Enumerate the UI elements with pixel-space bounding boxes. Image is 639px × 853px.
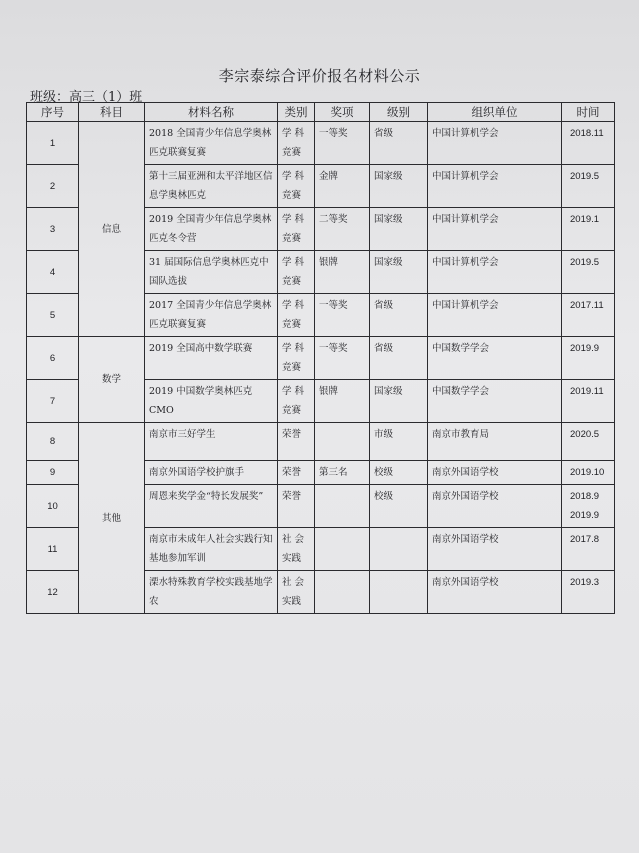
row-index: 1: [27, 122, 79, 165]
time: 2018.11: [562, 122, 615, 165]
subject-cell: 其他: [79, 423, 145, 614]
organization: 南京外国语学校: [428, 485, 562, 528]
category: 学 科 竞赛: [278, 294, 315, 337]
material-name: 溧水特殊教育学校实践基地学农: [145, 571, 278, 614]
material-name: 2018 全国青少年信息学奥林匹克联赛复赛: [145, 122, 278, 165]
time: 2017.8: [562, 528, 615, 571]
category: 荣誉: [278, 461, 315, 485]
level: 省级: [370, 122, 428, 165]
subject-cell: 信息: [79, 122, 145, 337]
header-level: 级别: [370, 103, 428, 122]
level: 市级: [370, 423, 428, 461]
row-index: 3: [27, 208, 79, 251]
header-organization: 组织单位: [428, 103, 562, 122]
level: [370, 528, 428, 571]
time: 2019.1: [562, 208, 615, 251]
award: [315, 485, 370, 528]
category: 学 科 竞赛: [278, 122, 315, 165]
header-category: 类别: [278, 103, 315, 122]
organization: 南京外国语学校: [428, 461, 562, 485]
category: 学 科 竞赛: [278, 208, 315, 251]
organization: 中国计算机学会: [428, 122, 562, 165]
organization: 南京外国语学校: [428, 528, 562, 571]
row-index: 11: [27, 528, 79, 571]
level: [370, 571, 428, 614]
time: 2019.10: [562, 461, 615, 485]
header-time: 时间: [562, 103, 615, 122]
material-name: 南京市三好学生: [145, 423, 278, 461]
award: 一等奖: [315, 294, 370, 337]
level: 国家级: [370, 165, 428, 208]
organization: 中国数学学会: [428, 380, 562, 423]
award: 金牌: [315, 165, 370, 208]
level: 国家级: [370, 380, 428, 423]
header-award: 奖项: [315, 103, 370, 122]
category: 学 科 竞赛: [278, 165, 315, 208]
level: 校级: [370, 461, 428, 485]
organization: 南京市教育局: [428, 423, 562, 461]
category: 学 科 竞赛: [278, 251, 315, 294]
material-name: 周恩来奖学金“特长发展奖”: [145, 485, 278, 528]
organization: 中国计算机学会: [428, 251, 562, 294]
subject-cell: 数学: [79, 337, 145, 423]
header-subject: 科目: [79, 103, 145, 122]
organization: 中国计算机学会: [428, 208, 562, 251]
materials-table: [26, 102, 615, 614]
material-name: 南京市未成年人社会实践行知基地参加军训: [145, 528, 278, 571]
row-index: 7: [27, 380, 79, 423]
row-index: 9: [27, 461, 79, 485]
award: [315, 571, 370, 614]
organization: 南京外国语学校: [428, 571, 562, 614]
material-name: 2017 全国青少年信息学奥林匹克联赛复赛: [145, 294, 278, 337]
category: 学 科 竞赛: [278, 380, 315, 423]
award: 银牌: [315, 251, 370, 294]
category: 社 会 实践: [278, 571, 315, 614]
award: 一等奖: [315, 122, 370, 165]
row-index: 8: [27, 423, 79, 461]
time: 2019.9: [562, 337, 615, 380]
row-index: 5: [27, 294, 79, 337]
header-material-name: 材料名称: [145, 103, 278, 122]
table-row: [27, 423, 615, 461]
award: 银牌: [315, 380, 370, 423]
header-row: [27, 103, 615, 122]
award: 二等奖: [315, 208, 370, 251]
category: 荣誉: [278, 423, 315, 461]
award: [315, 423, 370, 461]
row-index: 12: [27, 571, 79, 614]
time: 2018.9 2019.9: [562, 485, 615, 528]
time: 2019.5: [562, 251, 615, 294]
row-index: 6: [27, 337, 79, 380]
category: 学 科 竞赛: [278, 337, 315, 380]
level: 省级: [370, 294, 428, 337]
time: 2019.5: [562, 165, 615, 208]
level: 省级: [370, 337, 428, 380]
organization: 中国计算机学会: [428, 294, 562, 337]
organization: 中国数学学会: [428, 337, 562, 380]
time: 2017.11: [562, 294, 615, 337]
header-index: 序号: [27, 103, 79, 122]
material-name: 2019 全国青少年信息学奥林匹克冬令营: [145, 208, 278, 251]
award: 一等奖: [315, 337, 370, 380]
page-title: 李宗泰综合评价报名材料公示: [218, 67, 421, 85]
row-index: 4: [27, 251, 79, 294]
table-row: [27, 122, 615, 165]
organization: 中国计算机学会: [428, 165, 562, 208]
row-index: 10: [27, 485, 79, 528]
level: 校级: [370, 485, 428, 528]
material-name: 2019 全国高中数学联赛: [145, 337, 278, 380]
time: 2019.11: [562, 380, 615, 423]
material-name: 31 届国际信息学奥林匹克中国队选拔: [145, 251, 278, 294]
table-row: [27, 337, 615, 380]
time: 2020.5: [562, 423, 615, 461]
row-index: 2: [27, 165, 79, 208]
award: 第三名: [315, 461, 370, 485]
category: 荣誉: [278, 485, 315, 528]
award: [315, 528, 370, 571]
class-label: 班级：高三（1）班: [30, 90, 143, 105]
level: 国家级: [370, 251, 428, 294]
category: 社 会 实践: [278, 528, 315, 571]
material-name: 2019 中国数学奥林匹克 CMO: [145, 380, 278, 423]
time: 2019.3: [562, 571, 615, 614]
level: 国家级: [370, 208, 428, 251]
material-name: 第十三届亚洲和太平洋地区信息学奥林匹克: [145, 165, 278, 208]
material-name: 南京外国语学校护旗手: [145, 461, 278, 485]
